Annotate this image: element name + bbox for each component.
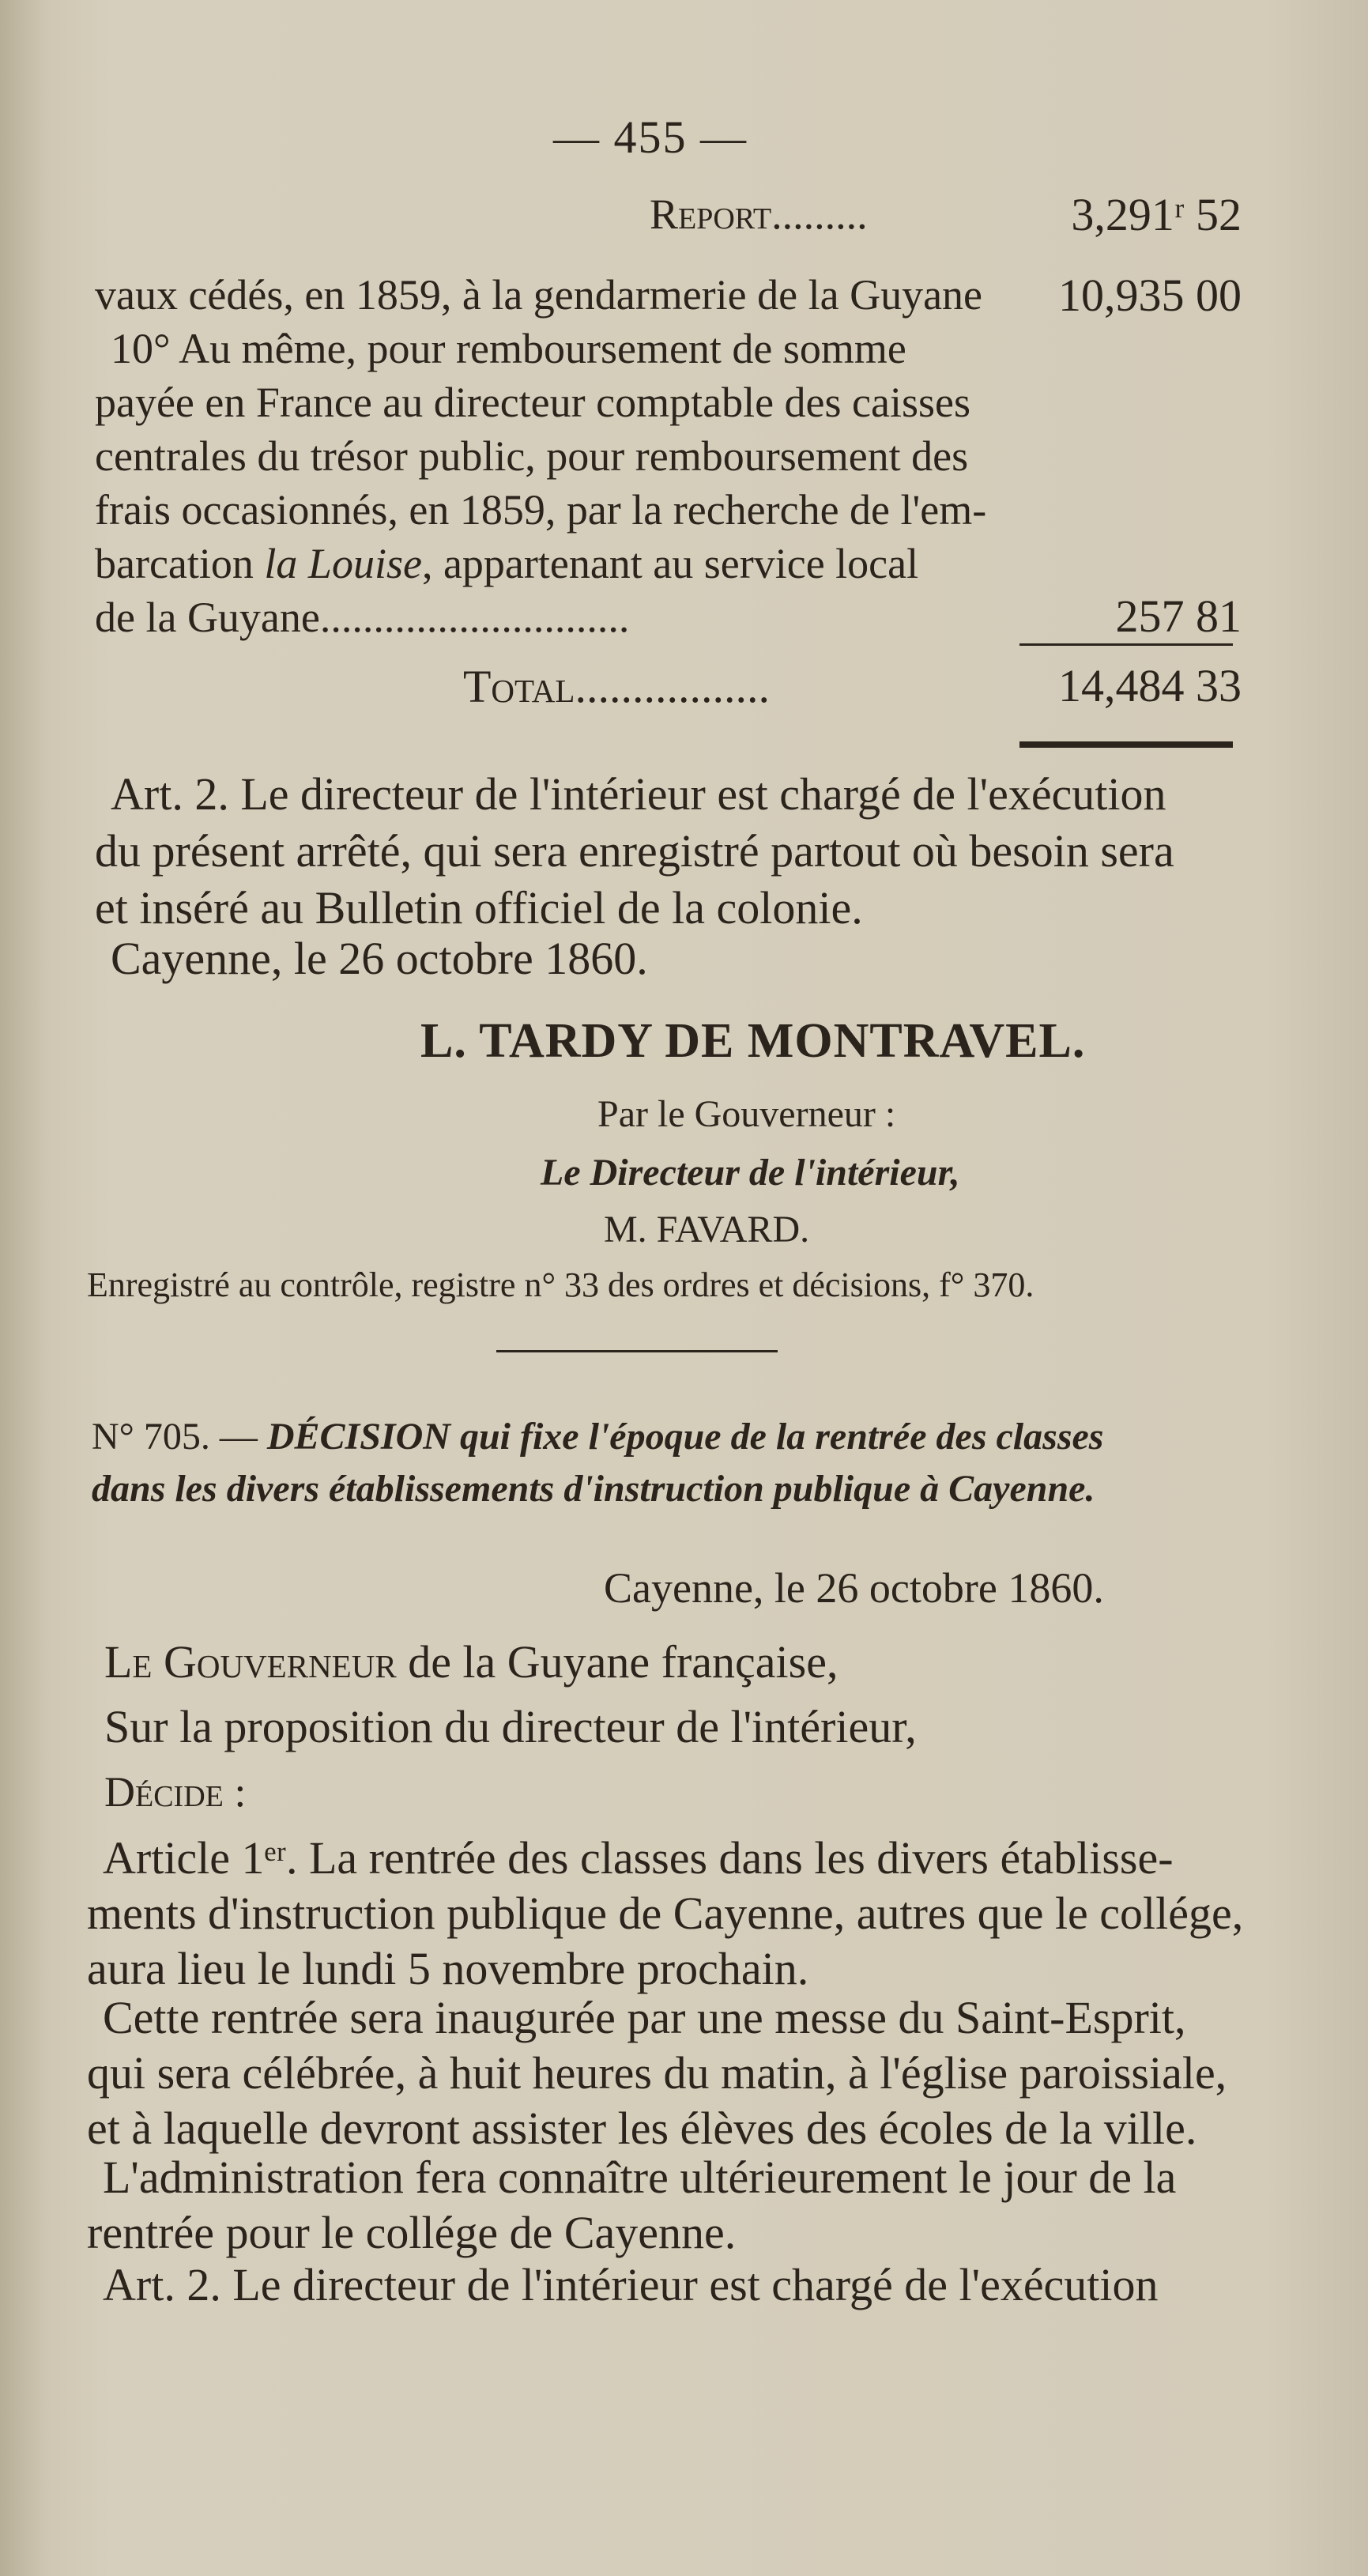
inauguration-paragraph <box>87 1992 1257 2155</box>
report-amount: 3,291ʳ 52 <box>1071 189 1242 240</box>
registration-note: Enregistré au contrôle, registre n° 33 des ordres et décisions, f° 370. <box>87 1265 1034 1304</box>
report-label: Report......... <box>650 190 868 238</box>
gouverneur-line <box>104 1636 838 1688</box>
page-number: — 455 — <box>553 111 748 163</box>
article-2-line-2: du présent arrêté, qui sera enregistré partout où besoin sera <box>95 825 1174 877</box>
article-2 <box>95 768 1249 934</box>
item-amount-1: 10,935 00 <box>1058 270 1242 321</box>
article-1-line-2: ments d'instruction publique de Cayenne, autres que le collége, <box>87 1888 1244 1939</box>
item-line-6 <box>95 539 918 588</box>
item-line-6-italic: la Louise <box>264 540 422 587</box>
inauguration-line-2: qui sera célébrée, à huit heures du matin, à l'église paroissiale, <box>87 2047 1227 2099</box>
item-line-3: payée en France au directeur comptable des caisses <box>95 379 970 426</box>
gouverneur-caps: Le Gouverneur <box>104 1636 397 1688</box>
total-label: Total................. <box>463 661 770 712</box>
total-double-rule <box>1019 741 1233 748</box>
directeur-title: Le Directeur de l'intérieur, <box>541 1152 960 1194</box>
inauguration-line-3: et à laquelle devront assister les élèves des écoles de la ville. <box>87 2103 1197 2154</box>
directeur-name: M. FAVARD. <box>604 1209 810 1250</box>
section-divider <box>496 1350 778 1352</box>
article-1 <box>87 1832 1257 1995</box>
decision-number: N° 705. — <box>92 1416 267 1458</box>
article-1-line-3: aura lieu le lundi 5 novembre prochain. <box>87 1943 809 1994</box>
date-line-1: Cayenne, le 26 octobre 1860. <box>111 933 648 984</box>
article-2-line-1: Art. 2. Le directeur de l'intérieur est chargé de l'exécution <box>111 768 1166 820</box>
signature-name: L. TARDY DE MONTRAVEL. <box>420 1014 1086 1068</box>
item-line-2: 10° Au même, pour remboursement de somme <box>111 325 906 372</box>
par-le-gouverneur: Par le Gouverneur : <box>597 1093 896 1135</box>
article-2-line-3: et inséré au Bulletin officiel de la colonie. <box>95 882 863 933</box>
decision-title-1: DÉCISION qui fixe l'époque de la rentrée des classes <box>266 1416 1104 1458</box>
decision-header-line-1 <box>92 1415 1103 1458</box>
item-line-1: vaux cédés, en 1859, à la gendarmerie de la Guyane <box>95 271 983 319</box>
article-2-final: Art. 2. Le directeur de l'intérieur est chargé de l'exécution <box>103 2259 1159 2310</box>
sum-rule <box>1019 643 1233 646</box>
administration-line-2: rentrée pour le collége de Cayenne. <box>87 2207 737 2258</box>
administration-line-1: L'administration fera connaître ultérieurement le jour de la <box>103 2152 1177 2203</box>
item-line-4: centrales du trésor public, pour remboursement des <box>95 432 969 480</box>
inauguration-line-1: Cette rentrée sera inaugurée par une messe du Saint-Esprit, <box>103 1992 1186 2043</box>
decide-label: Décide : <box>104 1768 247 1816</box>
sur-proposition: Sur la proposition du directeur de l'intérieur, <box>104 1701 917 1752</box>
item-line-6-post: , appartenant au service local <box>421 540 919 587</box>
gouverneur-rest: de la Guyane française, <box>396 1636 839 1688</box>
total-amount: 14,484 33 <box>1058 660 1242 711</box>
article-1-line-1: Article 1ᵉʳ. La rentrée des classes dans les divers établisse- <box>103 1832 1174 1884</box>
item-amount-7: 257 81 <box>1115 590 1242 642</box>
date-line-2: Cayenne, le 26 octobre 1860. <box>604 1564 1104 1612</box>
item-line-5: frais occasionnés, en 1859, par la recherche de l'em- <box>95 486 987 534</box>
item-line-7: de la Guyane............................. <box>95 594 630 641</box>
decision-title-2: dans les divers établissements d'instruction publique à Cayenne. <box>92 1468 1095 1510</box>
item-line-6-pre: barcation <box>95 540 265 587</box>
administration-paragraph <box>87 2152 1257 2259</box>
